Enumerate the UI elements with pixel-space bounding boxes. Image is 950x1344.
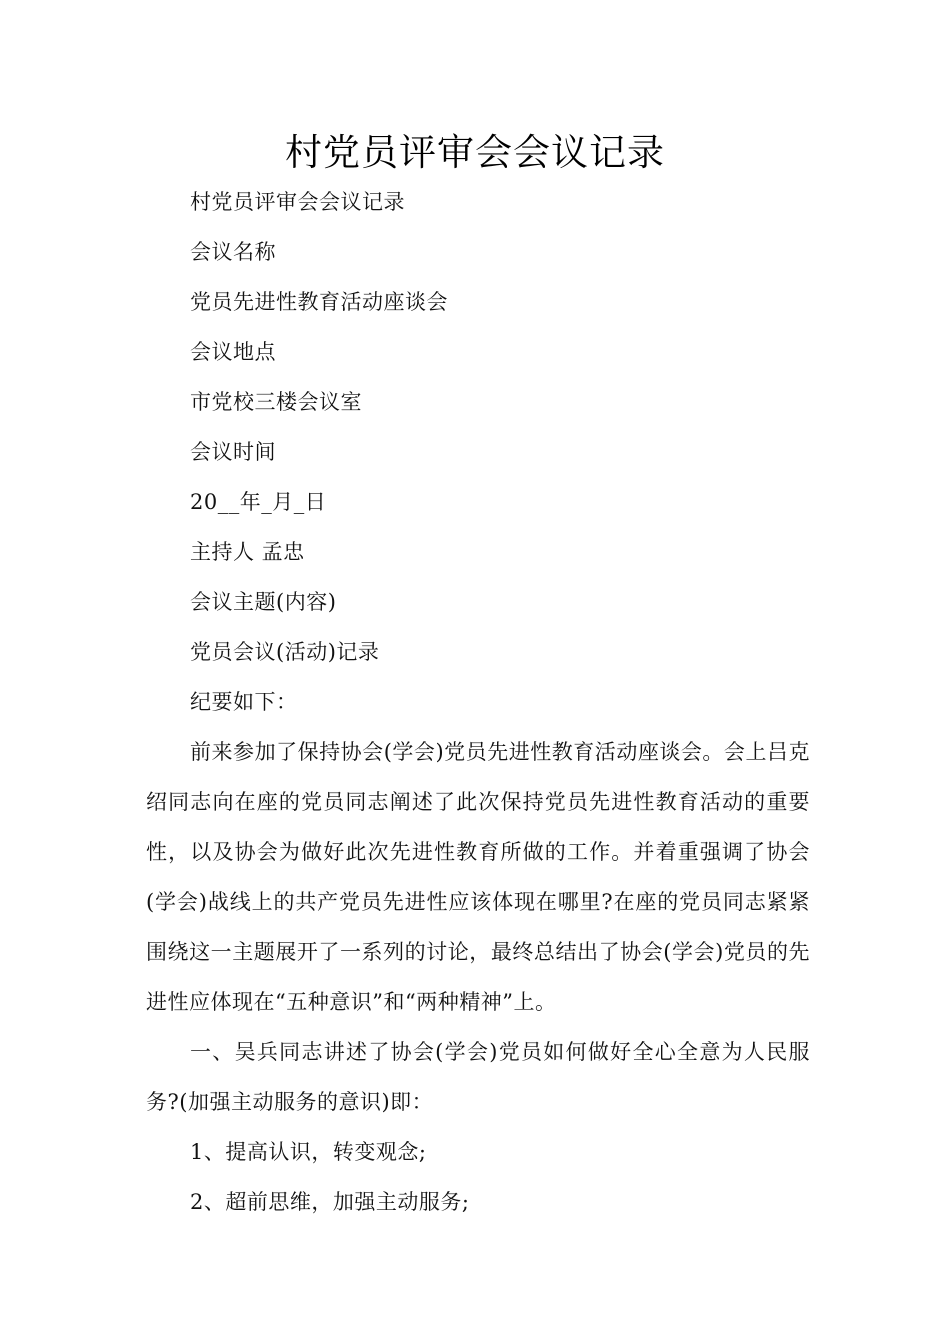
paragraph-topic: 党员会议(活动)记录 [190,640,380,664]
paragraph-summary-label: 纪要如下： [190,690,298,714]
paragraph-topic-label: 会议主题(内容) [190,590,337,614]
paragraph-meeting-time-label: 会议时间 [190,440,276,464]
document-body [146,177,810,1227]
paragraph-meeting-location-label: 会议地点 [190,340,276,364]
paragraph-item-2: 2、超前思维，加强主动服务; [190,1190,470,1214]
paragraph-meeting-name-label: 会议名称 [190,240,276,264]
paragraph-meeting-time: 20__年_月_日 [190,490,327,514]
paragraph-heading-repeat: 村党员评审会会议记录 [190,190,405,214]
paragraph-item-1: 1、提高认识，转变观念; [190,1140,427,1164]
paragraph-point-one: 一、吴兵同志讲述了协会(学会)党员如何做好全心全意为人民服务?(加强主动服务的意识)即： [146,1040,810,1114]
paragraph-meeting-location: 市党校三楼会议室 [190,390,362,414]
document-title: 村党员评审会会议记录 [285,131,665,174]
paragraph-meeting-name: 党员先进性教育活动座谈会 [190,290,448,314]
paragraph-summary: 前来参加了保持协会(学会)党员先进性教育活动座谈会。会上吕克绍同志向在座的党员同志阐述了此次保持党员先进性教育活动的重要性，以及协会为做好此次先进性教育所做的工作。并着重强调了协会(学会)战线上的共产党员先进性应该体现在哪里?在座的党员同志紧紧围绕这一主题展开了一系列的讨论，最终总结出了协会(学会)党员的先进性应体现在“五种意识”和“两种精神”上。 [146,740,810,1014]
paragraph-host: 主持人 孟忠 [190,540,305,564]
